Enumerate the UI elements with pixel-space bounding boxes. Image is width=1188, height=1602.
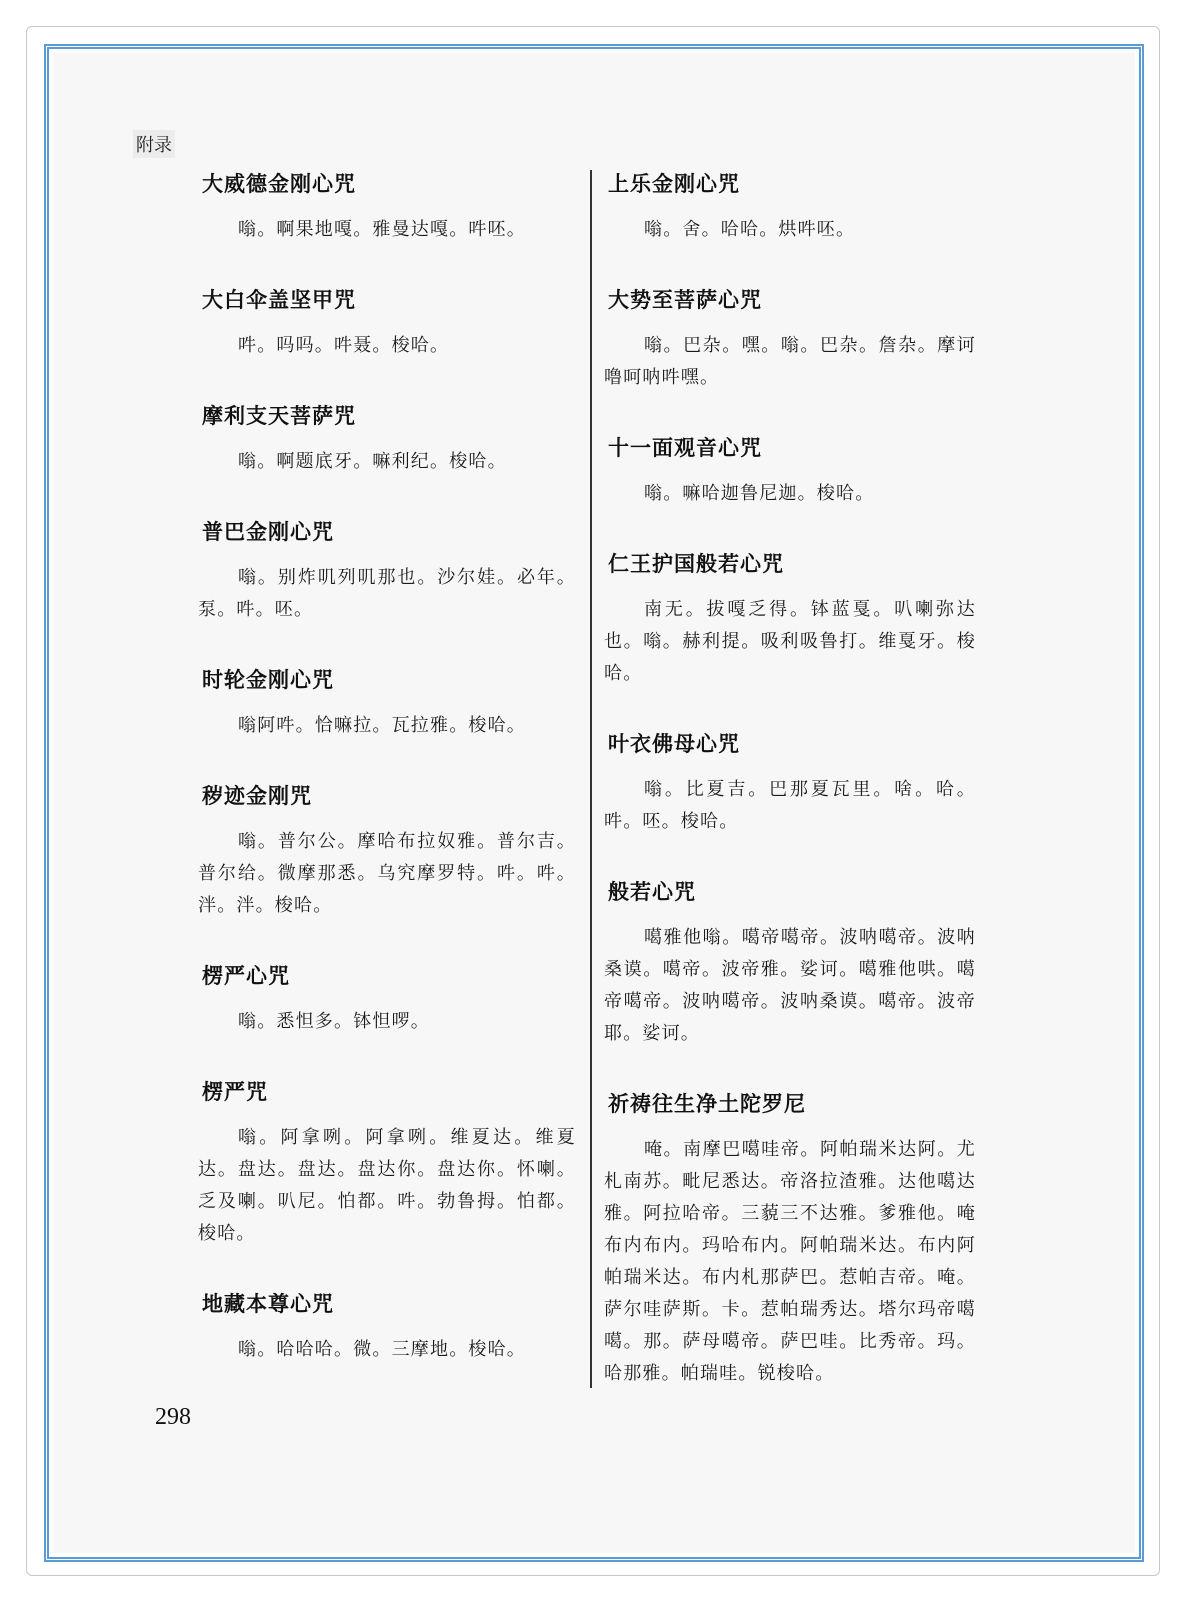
mantra-section <box>604 1088 976 1390</box>
mantra-section <box>198 516 576 626</box>
mantra-title: 楞严咒 <box>202 1080 268 1104</box>
mantra-section <box>604 432 976 510</box>
mantra-section <box>604 876 976 1050</box>
mantra-title: 时轮金刚心咒 <box>202 668 334 692</box>
mantra-title: 祈祷往生净土陀罗尼 <box>608 1092 806 1116</box>
mantra-section <box>198 1288 576 1366</box>
mantra-text: 南无。拔嘎乏得。钵蓝戛。叭喇弥达也。嗡。赫利提。吸利吸鲁打。维戛牙。梭哈。 <box>604 599 976 684</box>
mantra-title: 大白伞盖坚甲咒 <box>202 288 356 312</box>
mantra-title: 普巴金刚心咒 <box>202 520 334 544</box>
mantra-text: 嗡。啊果地嘎。雅曼达嘎。吽呸。 <box>238 219 526 240</box>
mantra-text: 嗡。阿拿咧。阿拿咧。维夏达。维夏达。盘达。盘达。盘达你。盘达你。怀喇。乏及喇。叭尼。怕都。吽。勃鲁拇。怕都。梭哈。 <box>198 1127 576 1244</box>
mantra-section <box>604 728 976 838</box>
mantra-section <box>604 284 976 394</box>
mantra-title: 仁王护国般若心咒 <box>608 552 784 576</box>
mantra-text: 嗡。巴杂。嘿。嗡。巴杂。詹杂。摩诃噜呵呐吽嘿。 <box>604 335 976 388</box>
header-label: 附录 <box>133 130 175 158</box>
mantra-text: 嗡。嘛哈迦鲁尼迦。梭哈。 <box>644 483 875 504</box>
mantra-title: 楞严心咒 <box>202 964 290 988</box>
mantra-text: 嗡。普尔公。摩哈布拉奴雅。普尔吉。普尔给。微摩那悉。乌究摩罗特。吽。吽。泮。泮。梭哈。 <box>198 831 576 916</box>
mantra-section <box>198 664 576 742</box>
mantra-title: 摩利支天菩萨咒 <box>202 404 356 428</box>
mantra-section <box>604 168 976 246</box>
mantra-title: 叶衣佛母心咒 <box>608 732 740 756</box>
mantra-text: 嗡阿吽。恰嘛拉。瓦拉雅。梭哈。 <box>238 715 526 736</box>
mantra-title: 大势至菩萨心咒 <box>608 288 762 312</box>
mantra-text: 嗡。舍。哈哈。烘吽呸。 <box>644 219 856 240</box>
mantra-section <box>198 780 576 922</box>
mantra-section <box>198 960 576 1038</box>
mantra-text: 嗡。别炸叽列叽那也。沙尔娃。必年。泵。吽。呸。 <box>198 567 576 620</box>
mantra-section <box>604 548 976 690</box>
mantra-section <box>198 1076 576 1250</box>
mantra-text: 嗡。悉怛多。钵怛啰。 <box>238 1011 430 1032</box>
right-column <box>604 168 976 1428</box>
mantra-text: 嗡。哈哈哈。微。三摩地。梭哈。 <box>238 1339 526 1360</box>
mantra-text: 嗡。比夏吉。巴那夏瓦里。啥。哈。吽。呸。梭哈。 <box>604 779 976 832</box>
column-divider <box>590 170 592 1388</box>
mantra-title: 十一面观音心咒 <box>608 436 762 460</box>
left-column <box>198 168 576 1404</box>
page-number: 298 <box>155 1404 191 1430</box>
mantra-text: 吽。吗吗。吽聂。梭哈。 <box>238 335 450 356</box>
mantra-title: 般若心咒 <box>608 880 696 904</box>
mantra-section <box>198 284 576 362</box>
mantra-section <box>198 400 576 478</box>
mantra-text: 唵。南摩巴噶哇帝。阿帕瑞米达阿。尤札南苏。毗尼悉达。帝洛拉渣雅。达他噶达雅。阿拉哈帝。三藐三不达雅。爹雅他。唵布内布内。玛哈布内。阿帕瑞米达。布内阿帕瑞米达。布内札那萨巴。惹帕吉帝。唵。萨尔哇萨斯。卡。惹帕瑞秀达。塔尔玛帝噶噶。那。萨母噶帝。萨巴哇。比秀帝。玛。哈那雅。帕瑞哇。锐梭哈。 <box>604 1139 976 1384</box>
mantra-title: 地藏本尊心咒 <box>202 1292 334 1316</box>
mantra-text: 嗡。啊题底牙。嘛利纪。梭哈。 <box>238 451 507 472</box>
mantra-title: 大威德金刚心咒 <box>202 172 356 196</box>
mantra-title: 秽迹金刚咒 <box>202 784 312 808</box>
mantra-section <box>198 168 576 246</box>
mantra-title: 上乐金刚心咒 <box>608 172 740 196</box>
mantra-text: 噶雅他嗡。噶帝噶帝。波呐噶帝。波呐桑谟。噶帝。波帝雅。娑诃。噶雅他哄。噶帝噶帝。波呐噶帝。波呐桑谟。噶帝。波帝耶。娑诃。 <box>604 927 976 1044</box>
